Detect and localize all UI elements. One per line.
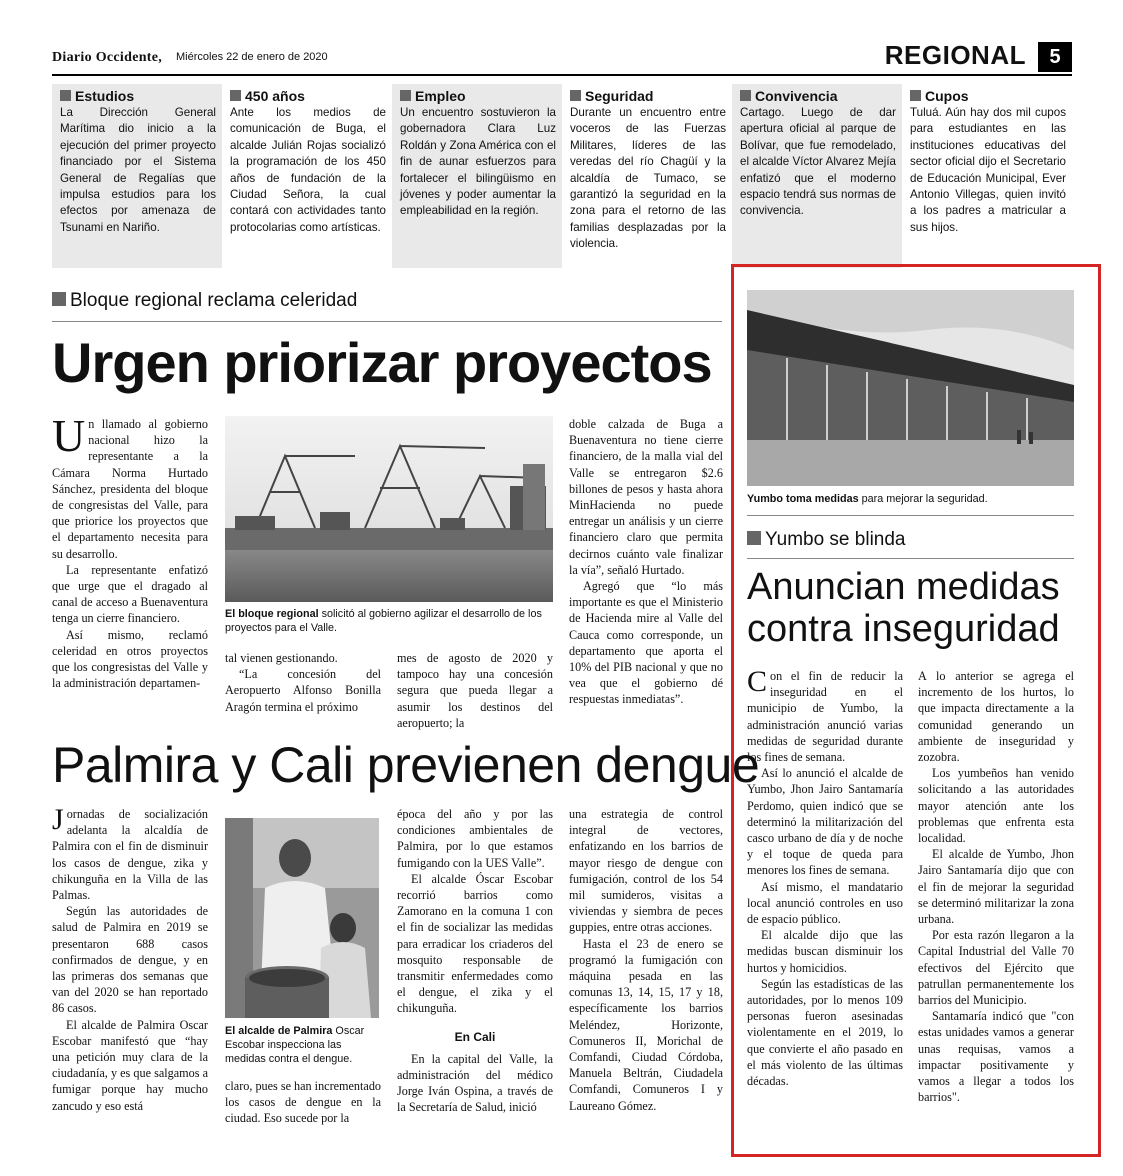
caption-lead: El bloque regional: [225, 608, 319, 620]
yumbo-story-kicker: [747, 529, 906, 551]
yumbo-story-column-2: [918, 668, 1074, 1105]
square-bullet-icon: [60, 90, 71, 101]
brief-estudios: [52, 84, 222, 268]
dengue-story-column-3: [397, 806, 553, 1116]
brief-convivencia: [732, 84, 902, 268]
mayor-inspection-photo: [225, 818, 379, 1018]
paragraph: ornadas de socialización adelanta la alcaldía de Palmira con el fin de disminuir los casos de dengue, zika y chikunguña en la Villa de las Palmas.: [52, 807, 208, 903]
paragraph: La representante enfatizó que urge que el dragado al canal de acceso a Buenaventura tenga un cierre financiero.: [52, 562, 208, 626]
paragraph: claro, pues se han incrementado los casos de dengue en la ciudad. Eso sucede por la: [225, 1079, 382, 1126]
paragraph: El alcalde Óscar Escobar recorrió barrios como Zamorano en la comuna 1 con el fin de socializar las medidas para erradicar los criaderos del mosquito responsable de transmitir enfermedades como el dengue, el zika y el chikunguña.: [397, 871, 553, 1016]
drop-cap: U: [52, 410, 86, 461]
brief-text: Un encuentro sostuvieron la gobernadora Clara Luz Roldán y Zona América con el fin de aunar esfuerzos para fortalecer el bilingüismo en jóvenes y poder aumentar la empleabilidad en la región.: [400, 106, 556, 218]
brief-text: La Dirección General Marítima dio inicio a la ejecución del primer proyecto financiado por el Sistema General de Regalías que impulsa estudios para los efectos por amenaza de Tsunami en Nariño.: [60, 106, 216, 234]
paragraph: Así mismo, el mandatario local anunció controles en uso de espacio público.: [747, 879, 903, 927]
brief-450-anos: [222, 84, 392, 268]
brief-title: Estudios: [75, 88, 135, 104]
brief-title: Convivencia: [755, 88, 838, 104]
brief-cupos: [902, 84, 1072, 268]
port-cranes-photo: [225, 416, 553, 602]
square-bullet-icon: [747, 531, 761, 545]
divider: [747, 515, 1074, 516]
kicker-text: Yumbo se blinda: [765, 529, 906, 550]
drop-cap: J: [52, 803, 64, 836]
divider: [747, 558, 1074, 559]
kicker-text: Bloque regional reclama celeridad: [70, 290, 358, 311]
dengue-story-column-1: [52, 803, 208, 1114]
dengue-photo-caption: [225, 1024, 379, 1066]
paragraph: Según las estadísticas de las autoridades, por lo menos 109 personas fueron asesinadas violentamente en el 2019, lo que convierte el año pasado en el más violento de las últimas décadas.: [747, 976, 903, 1089]
square-bullet-icon: [570, 90, 581, 101]
caption-text: Oscar Escobar inspecciona las medidas contra el dengue.: [225, 1025, 365, 1065]
caption-lead: Yumbo toma medidas: [747, 493, 859, 505]
main-story-column-1: [52, 410, 208, 691]
square-bullet-icon: [230, 90, 241, 101]
yumbo-building-photo: [747, 290, 1074, 486]
main-story-column-2: [225, 650, 381, 715]
masthead: [52, 40, 1072, 76]
newspaper-name: Diario Occidente,: [52, 50, 163, 65]
paragraph: tal vienen gestionando.: [225, 651, 338, 665]
paragraph: Según las autoridades de salud de Palmira en 2019 se presentaron 688 casos confirmados de dengue, y en las primeras dos semanas que van del 2020 se han reportado 86 casos.: [52, 904, 208, 1016]
main-photo-caption: [225, 607, 555, 635]
paragraph: “La concesión del Aeropuerto Alfonso Bonilla Aragón termina el próximo: [225, 667, 381, 714]
yumbo-photo-caption: [747, 492, 1077, 506]
paragraph: época del año y por las condiciones ambientales de Palmira, por lo que estamos fumigando con la UES Valle”.: [397, 807, 553, 870]
page-number: 5: [1038, 42, 1072, 72]
paragraph: on el fin de reducir la inseguridad en el municipio de Yumbo, la administración anunció varias medidas de seguridad durante los fines de semana.: [747, 669, 903, 765]
main-story-kicker: [52, 290, 357, 312]
dengue-story-headline: Palmira y Cali previenen dengue: [52, 737, 760, 793]
publication-date: Miércoles 22 de enero de 2020: [176, 51, 328, 63]
subheading: En Cali: [454, 1029, 496, 1044]
square-bullet-icon: [400, 90, 411, 101]
paragraph: Los yumbeños han venido solicitando a las autoridades mayor atención ante los problemas que enfrenta esta localidad.: [918, 766, 1074, 846]
brief-title: 450 años: [245, 88, 305, 104]
paragraph: n llamado al gobierno nacional hizo la representante a la Cámara Norma Hurtado Sánchez, presidenta del bloque de congresistas del Valle, para que priorice los proyectos que el departamento necesita para su desarrollo.: [52, 417, 208, 561]
brief-title: Cupos: [925, 88, 969, 104]
section-title: REGIONAL: [884, 40, 1026, 70]
square-bullet-icon: [910, 90, 921, 101]
paragraph: Así lo anunció el alcalde de Yumbo, Jhon Jairo Santamaría Perdomo, quien indicó que se determinó la militarización del casco urbano de día y de noche y el toque de queda para menores los fines de semana.: [747, 766, 903, 878]
paragraph: En la capital del Valle, la administración del médico Jorge Iván Ospina, a través de la Secretaría de Salud, inició: [397, 1051, 553, 1115]
square-bullet-icon: [52, 292, 66, 306]
dengue-story-column-4: [569, 806, 723, 1114]
caption-text: para mejorar la seguridad.: [858, 493, 988, 505]
paragraph: Hasta el 23 de enero se programó la fumigación con máquina pesada en las comunas 13, 14, 15, 17 y 18, específicamente los barrios Meléndez, Horizonte, Comuneros II, Morichal de Comfandi, Ciudad Córdoba, Manuela Beltrán, Ciudadela Comfandi, Comuneros I y Laureano Gómez.: [569, 936, 723, 1113]
paragraph: El alcalde dijo que las medidas buscan disminuir los hurtos y homicidios.: [747, 928, 903, 975]
brief-title: Seguridad: [585, 88, 654, 104]
main-story-headline: Urgen priorizar proyectos: [52, 331, 712, 394]
paragraph: Agregó que “lo más importante es que el Ministerio de Hacienda mire al Valle del Cauca como corresponde, un departamento que aporta el 10% del PIB nacional y que no vea que el gobierno dé respuestas inmediatas”.: [569, 579, 723, 707]
paragraph: doble calzada de Buga a Buenaventura no tiene cierre financiero, de la malla vial del Valle se entregaron $2.6 billones de pesos y hasta ahora MinHacienda no puede entregar un análisis y un cierre financiero claro que permita decirnos cuánto vale finalizar la vía”, señaló Hurtado.: [569, 417, 723, 577]
main-story-column-4: [569, 416, 723, 708]
brief-text: Ante los medios de comunicación de Buga, el alcalde Julián Rojas socializó la programación de los 450 años de fundación de la Ciudad Señora, la cual contará con actividades tanto protocolarias como artísticas.: [230, 106, 386, 234]
main-story-column-3: [397, 650, 553, 731]
yumbo-story-headline: Anuncian medidas contra inseguridad: [747, 566, 1060, 650]
paragraph: Santamaría indicó que "con estas unidades vamos a generar unas requisas, vamos a impactar positivamente y vamos a llegar a todos los barrios".: [918, 1009, 1074, 1105]
brief-empleo: [392, 84, 562, 268]
brief-text: Cartago. Luego de dar apertura oficial al parque de Bolívar, que fue remodelado, el alcalde Víctor Alvarez Mejía enfatizó que el moderno espacio tendrá sus normas de convivencia.: [740, 106, 896, 218]
paragraph: Así mismo, reclamó celeridad en otros proyectos que los congresistas del Valle y la administración departamen-: [52, 627, 208, 691]
paragraph: A lo anterior se agrega el incremento de los hurtos, lo que impacta directamente a la comunidad generando un ambiente de inseguridad y zozobra.: [918, 669, 1074, 765]
brief-title: Empleo: [415, 88, 466, 104]
brief-text: Durante un encuentro entre voceros de las Fuerzas Militares, líderes de las veredas del río Chagüí y la alcaldía de Tumaco, se garantizó la seguridad en la zona para el retorno de las familias desplazadas por la violencia.: [570, 106, 726, 251]
paragraph: El alcalde de Yumbo, Jhon Jairo Santamaría dijo que con el fin de mejorar la seguridad se determinó militarizar la zona urbana.: [918, 847, 1074, 927]
paragraph: El alcalde de Palmira Oscar Escobar manifestó que “hay una petición muy clara de la ciudadanía, y es que salgamos a fumigar porque hay mucho zancudo y eso está: [52, 1017, 208, 1113]
yumbo-story-column-1: [747, 665, 903, 1089]
dengue-story-column-2: [225, 1078, 381, 1127]
paragraph: mes de agosto de 2020 y tampoco hay una concesión segura que pueda llegar a asumir los destinos del aeropuerto; la: [397, 651, 553, 730]
brief-seguridad: [562, 84, 732, 268]
drop-cap: C: [747, 665, 768, 698]
caption-text: solicitó al gobierno agilizar el desarrollo de los proyectos para el Valle.: [225, 608, 542, 634]
news-briefs: [52, 84, 1072, 268]
caption-lead: El alcalde de Palmira: [225, 1025, 333, 1037]
divider: [52, 321, 722, 322]
brief-text: Tuluá. Aún hay dos mil cupos para estudiantes en las instituciones educativas del sector oficial dijo el Secretario de Educación Municipal, Ever Antonio Villegas, quien invitó a los padres a matricular a sus hijos.: [910, 106, 1066, 234]
paragraph: una estrategia de control integral de vectores, enfatizando en los barrios de mayor riesgo de dengue con fumigación, control de los 54 mil sumideros, visitas a viviendas y siembra de peces guppies, entre otras acciones.: [569, 807, 723, 935]
paragraph: Por esta razón llegaron a la Capital Industrial del Valle 70 efectivos del Ejército que patrullan permanentemente los barrios del Municipio.: [918, 928, 1074, 1008]
square-bullet-icon: [740, 90, 751, 101]
